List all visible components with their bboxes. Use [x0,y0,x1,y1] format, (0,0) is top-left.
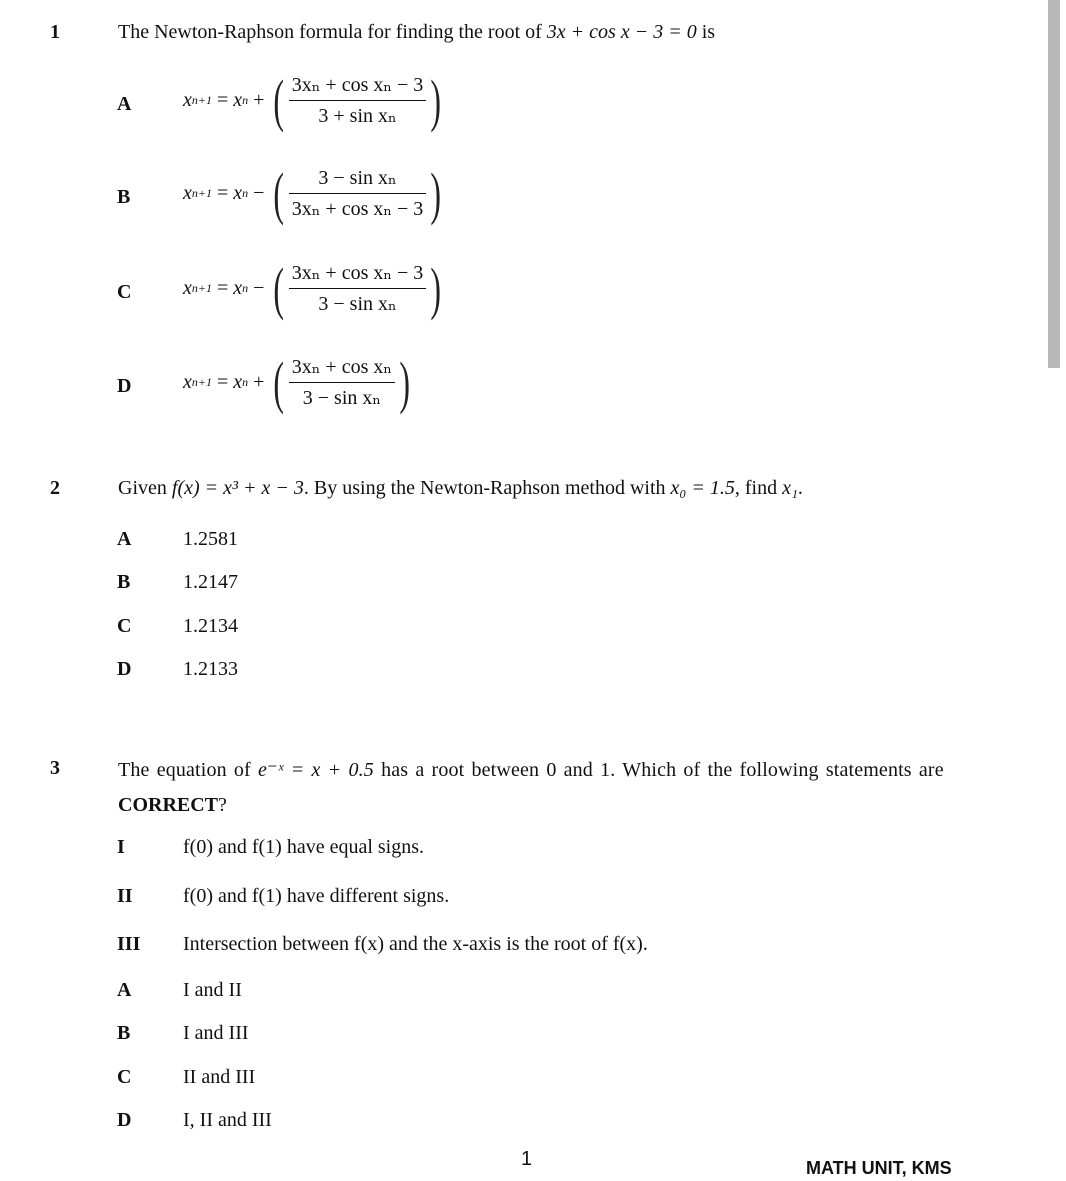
formula-subscript: n+1 [191,186,212,200]
footer-label: MATH UNIT, KMS [806,1158,952,1178]
q1-option-d-formula[interactable] [183,349,414,415]
prompt-text: The equation of [118,759,259,781]
prompt-text: The Newton-Raphson formula for finding the root of [118,21,547,43]
q2-option-c-text[interactable]: 1.2134 [183,615,238,637]
prompt-emphasis: CORRECT [118,794,219,816]
prompt-text: is [696,21,716,43]
fraction-numerator: 3xₙ + cos xₙ [291,356,393,378]
left-paren: ( [273,255,285,321]
formula-operator: + [253,89,265,111]
right-paren: ) [430,160,442,226]
fraction-numerator: 3xₙ + cos xₙ − 3 [291,262,424,284]
formula-rhs-term [233,89,248,112]
q1-option-c-letter[interactable]: C [117,281,132,303]
formula-variable: x [183,371,192,393]
fraction-denominator: 3 − sin xₙ [318,293,397,315]
formula-equals: = [217,277,229,299]
q2-option-d-letter[interactable]: D [117,658,132,680]
prompt-text: . [797,477,803,499]
q3-option-b-letter[interactable]: B [117,1022,131,1044]
q3-statement-iii-numeral: III [117,933,141,955]
formula-operator: − [253,277,265,299]
q3-statement-ii-numeral: II [117,885,133,907]
formula-lhs [183,371,212,394]
q1-option-d-letter[interactable]: D [117,375,132,397]
formula-equals: = [217,371,229,393]
formula-rhs-term [233,182,248,205]
left-paren: ( [273,67,285,133]
prompt-text: Given [118,477,172,499]
fraction-numerator: 3xₙ + cos xₙ − 3 [291,74,424,96]
q3-statement-i-text: f(0) and f(1) have equal signs. [183,836,425,858]
formula-rhs-term [233,371,248,394]
left-paren: ( [273,349,285,415]
prompt-function: f(x) = x³ + x − 3 [171,477,304,499]
prompt-text: , find [734,477,783,499]
q2-option-a-letter[interactable]: A [117,528,132,550]
q1-option-a-formula[interactable] [183,67,446,133]
question-2-number: 2 [50,477,60,499]
scrollbar-thumb[interactable] [1048,0,1060,368]
q3-option-c-text[interactable]: II and III [183,1066,256,1088]
formula-variable: x [233,277,243,299]
fraction-denominator: 3 − sin xₙ [302,387,382,409]
formula-variable: x [233,371,243,393]
formula-fraction [289,258,427,319]
formula-fraction [289,70,427,131]
q3-option-d-text[interactable]: I, II and III [183,1109,272,1131]
formula-subscript: n [242,281,249,295]
q3-statement-iii-text: Intersection between f(x) and the x-axis is the root of f(x). [183,933,648,955]
fraction-denominator: 3xₙ + cos xₙ − 3 [291,198,424,220]
formula-subscript: n [242,93,249,107]
q1-option-c-formula[interactable] [183,255,446,321]
prompt-initial-value: x₀ = 1.5 [670,477,735,499]
formula-variable: x [183,277,192,299]
formula-operator: − [253,182,265,204]
q3-statement-i-numeral: I [117,836,125,858]
formula-variable: x [233,89,243,111]
question-3-number: 3 [50,757,60,779]
right-paren: ) [430,67,442,133]
formula-variable: x [183,182,192,204]
q3-option-a-letter[interactable]: A [117,979,132,1001]
formula-fraction [289,352,395,413]
question-2-prompt [118,477,803,500]
formula-variable: x [183,89,192,111]
q2-option-c-letter[interactable]: C [117,615,132,637]
formula-lhs [183,277,212,300]
question-3-prompt [118,757,944,782]
prompt-equation: 3x + cos x − 3 = 0 [546,21,697,43]
formula-lhs [183,182,212,205]
question-3-prompt-line2 [118,794,227,817]
formula-subscript: n+1 [191,93,212,107]
q1-option-b-formula[interactable] [183,160,446,226]
q2-option-d-text[interactable]: 1.2133 [183,658,238,680]
q2-option-b-text[interactable]: 1.2147 [183,571,238,593]
formula-subscript: n+1 [191,375,212,389]
formula-equals: = [217,182,229,204]
page-number: 1 [521,1148,533,1170]
fraction-denominator: 3 + sin xₙ [318,105,397,127]
q1-option-b-letter[interactable]: B [117,186,131,208]
q3-option-d-letter[interactable]: D [117,1109,132,1131]
prompt-target: x₁ [782,477,798,499]
formula-rhs-term [233,277,248,300]
q2-option-b-letter[interactable]: B [117,571,131,593]
formula-operator: + [253,371,265,393]
prompt-text: . By using the Newton-Raphson method with [303,477,671,499]
q3-option-b-text[interactable]: I and III [183,1022,249,1044]
q3-option-c-letter[interactable]: C [117,1066,132,1088]
prompt-text: has a root between 0 and 1. Which of the following statements are [373,759,944,781]
prompt-text: ? [218,794,227,816]
right-paren: ) [430,255,442,321]
formula-fraction [289,163,427,224]
q3-statement-ii-text: f(0) and f(1) have different signs. [183,885,450,907]
formula-lhs [183,89,212,112]
q3-option-a-text[interactable]: I and II [183,979,242,1001]
formula-subscript: n [242,375,249,389]
question-1-number: 1 [50,21,60,43]
prompt-equation: e⁻ˣ = x + 0.5 [258,759,374,781]
formula-equals: = [217,89,229,111]
question-1-prompt [118,21,715,44]
formula-variable: x [233,182,243,204]
right-paren: ) [399,349,411,415]
fraction-numerator: 3 − sin xₙ [318,167,397,189]
formula-subscript: n+1 [191,281,212,295]
formula-subscript: n [242,186,249,200]
left-paren: ( [273,160,285,226]
q1-option-a-letter[interactable]: A [117,93,132,115]
q2-option-a-text[interactable]: 1.2581 [183,528,238,550]
